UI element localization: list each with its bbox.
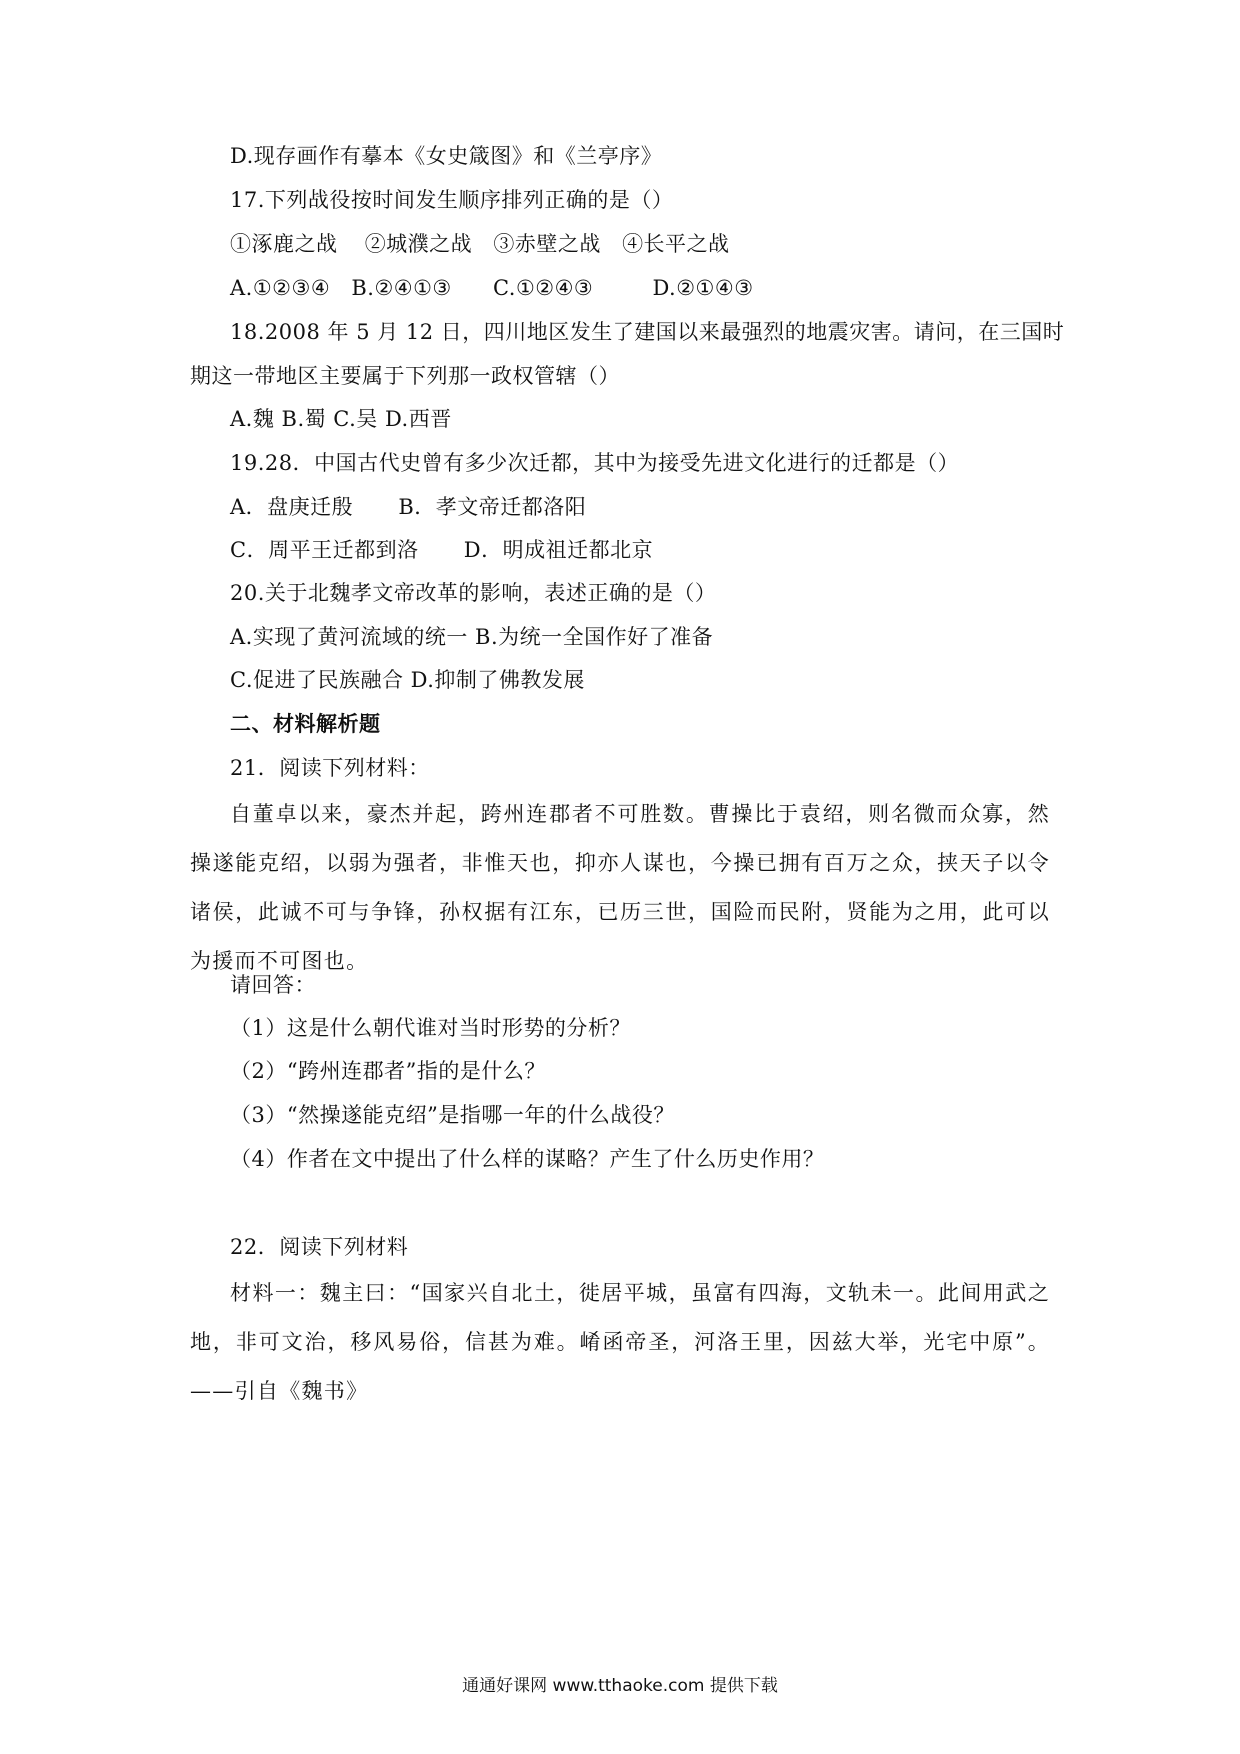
q21-question-1: （1）这是什么朝代谁对当时形势的分析？ bbox=[230, 1016, 631, 1040]
q19-options-ab bbox=[230, 492, 586, 522]
q17-stem: 17.下列战役按时间发生顺序排列正确的是（） bbox=[230, 188, 674, 212]
section-title: 二、材料解析题 bbox=[230, 711, 381, 736]
q22-material-1: 材料一：魏主曰：“国家兴自北土，徙居平城，虽富有四海，文轨未一。此间用武之地，非可文治，移风易俗，信甚为难。崤函帝圣，河洛王里，因兹大举，光宅中原”。——引自《魏书》 bbox=[190, 1281, 1050, 1403]
q18-stem-line1: 18.2008 年 5 月 12 日，四川地区发生了建国以来最强烈的地震灾害。请问，在三国时 bbox=[230, 320, 1065, 344]
q19-option-b: B．孝文帝迁都洛阳 bbox=[398, 495, 587, 519]
q17-option-b: B.②④①③ bbox=[351, 276, 452, 300]
q20-options-line2: C.促进了民族融合 D.抑制了佛教发展 bbox=[230, 668, 585, 692]
page-footer: 通通好课网 www.tthaoke.com 提供下载 bbox=[462, 1676, 778, 1696]
q17-option-a: A.①②③④ bbox=[230, 276, 331, 300]
q20-stem: 20.关于北魏孝文帝改革的影响，表述正确的是（） bbox=[230, 581, 717, 605]
q17-item-4: ④长平之战 bbox=[622, 232, 730, 256]
q19-stem: 19.28．中国古代史曾有多少次迁都，其中为接受先进文化进行的迁都是（） bbox=[230, 451, 960, 475]
q21-question-2: （2）“跨州连郡者”指的是什么？ bbox=[230, 1059, 546, 1083]
q19-option-d: D．明成祖迁都北京 bbox=[463, 538, 654, 562]
q17-option-c: C.①②④③ bbox=[492, 276, 594, 300]
q17-options bbox=[230, 273, 754, 303]
q21-intro: 21．阅读下列材料： bbox=[230, 756, 430, 780]
q16-option-d: D.现存画作有摹本《女史箴图》和《兰亭序》 bbox=[230, 144, 663, 168]
q21-question-3: （3）“然操遂能克绍”是指哪一年的什么战役？ bbox=[230, 1103, 675, 1127]
q19-option-c: C．周平王迁都到洛 bbox=[230, 538, 419, 562]
q17-items bbox=[230, 229, 730, 259]
q21-prompt: 请回答： bbox=[230, 973, 316, 997]
q18-options: A.魏 B.蜀 C.吴 D.西晋 bbox=[230, 407, 452, 431]
q17-option-d: D.②①④③ bbox=[652, 276, 754, 300]
q20-options-line1: A.实现了黄河流域的统一 B.为统一全国作好了准备 bbox=[230, 625, 714, 649]
q21-question-4: （4）作者在文中提出了什么样的谋略？产生了什么历史作用？ bbox=[230, 1147, 825, 1171]
q19-options-cd bbox=[230, 535, 653, 565]
q22-intro: 22．阅读下列材料 bbox=[230, 1235, 409, 1259]
q21-material: 自董卓以来，豪杰并起，跨州连郡者不可胜数。曹操比于袁绍，则名微而众寡，然操遂能克绍，以弱为强者，非惟天也，抑亦人谋也，今操已拥有百万之众，挟天子以令诸侯，此诚不可与争锋，孙权据有江东，已历三世，国险而民附，贤能为之用，此可以为援而不可图也。 bbox=[190, 802, 1050, 973]
q18-stem-line2: 期这一带地区主要属于下列那一政权管辖（） bbox=[190, 364, 620, 388]
q17-item-1: ①涿鹿之战 bbox=[230, 232, 338, 256]
q17-item-2: ②城濮之战 bbox=[364, 232, 473, 256]
q19-option-a: A．盘庚迁殷 bbox=[230, 495, 354, 519]
q17-item-3: ③赤壁之战 bbox=[493, 232, 601, 256]
